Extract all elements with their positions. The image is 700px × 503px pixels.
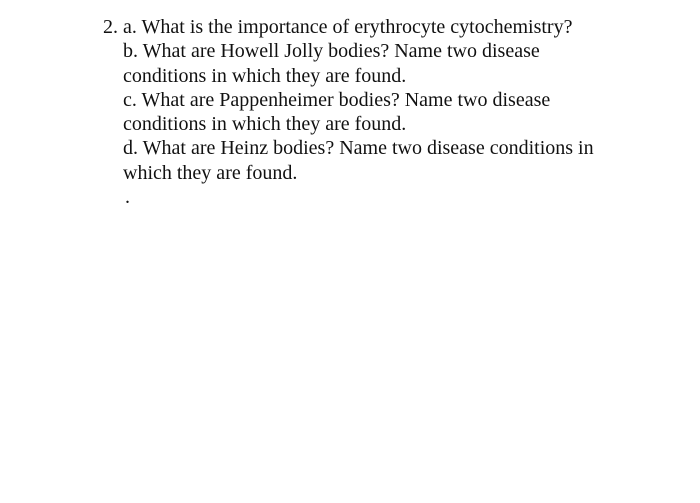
question-number: 2.	[103, 16, 118, 38]
question-line-c-cont: conditions in which they are found.	[123, 113, 407, 136]
question-line-b-cont: conditions in which they are found.	[123, 64, 407, 87]
question-line-b: b. What are Howell Jolly bodies? Name two disease	[123, 40, 540, 63]
question-text	[123, 15, 643, 185]
question-line-c: c. What are Pappenheimer bodies? Name two disease	[123, 88, 551, 111]
question-line-a: a. What is the importance of erythrocyte cytochemistry?	[123, 16, 573, 38]
question-line-d-cont: which they are found.	[123, 161, 298, 184]
trailing-dot: .	[125, 186, 130, 208]
question-line-d: d. What are Heinz bodies? Name two disease conditions in	[123, 137, 594, 160]
